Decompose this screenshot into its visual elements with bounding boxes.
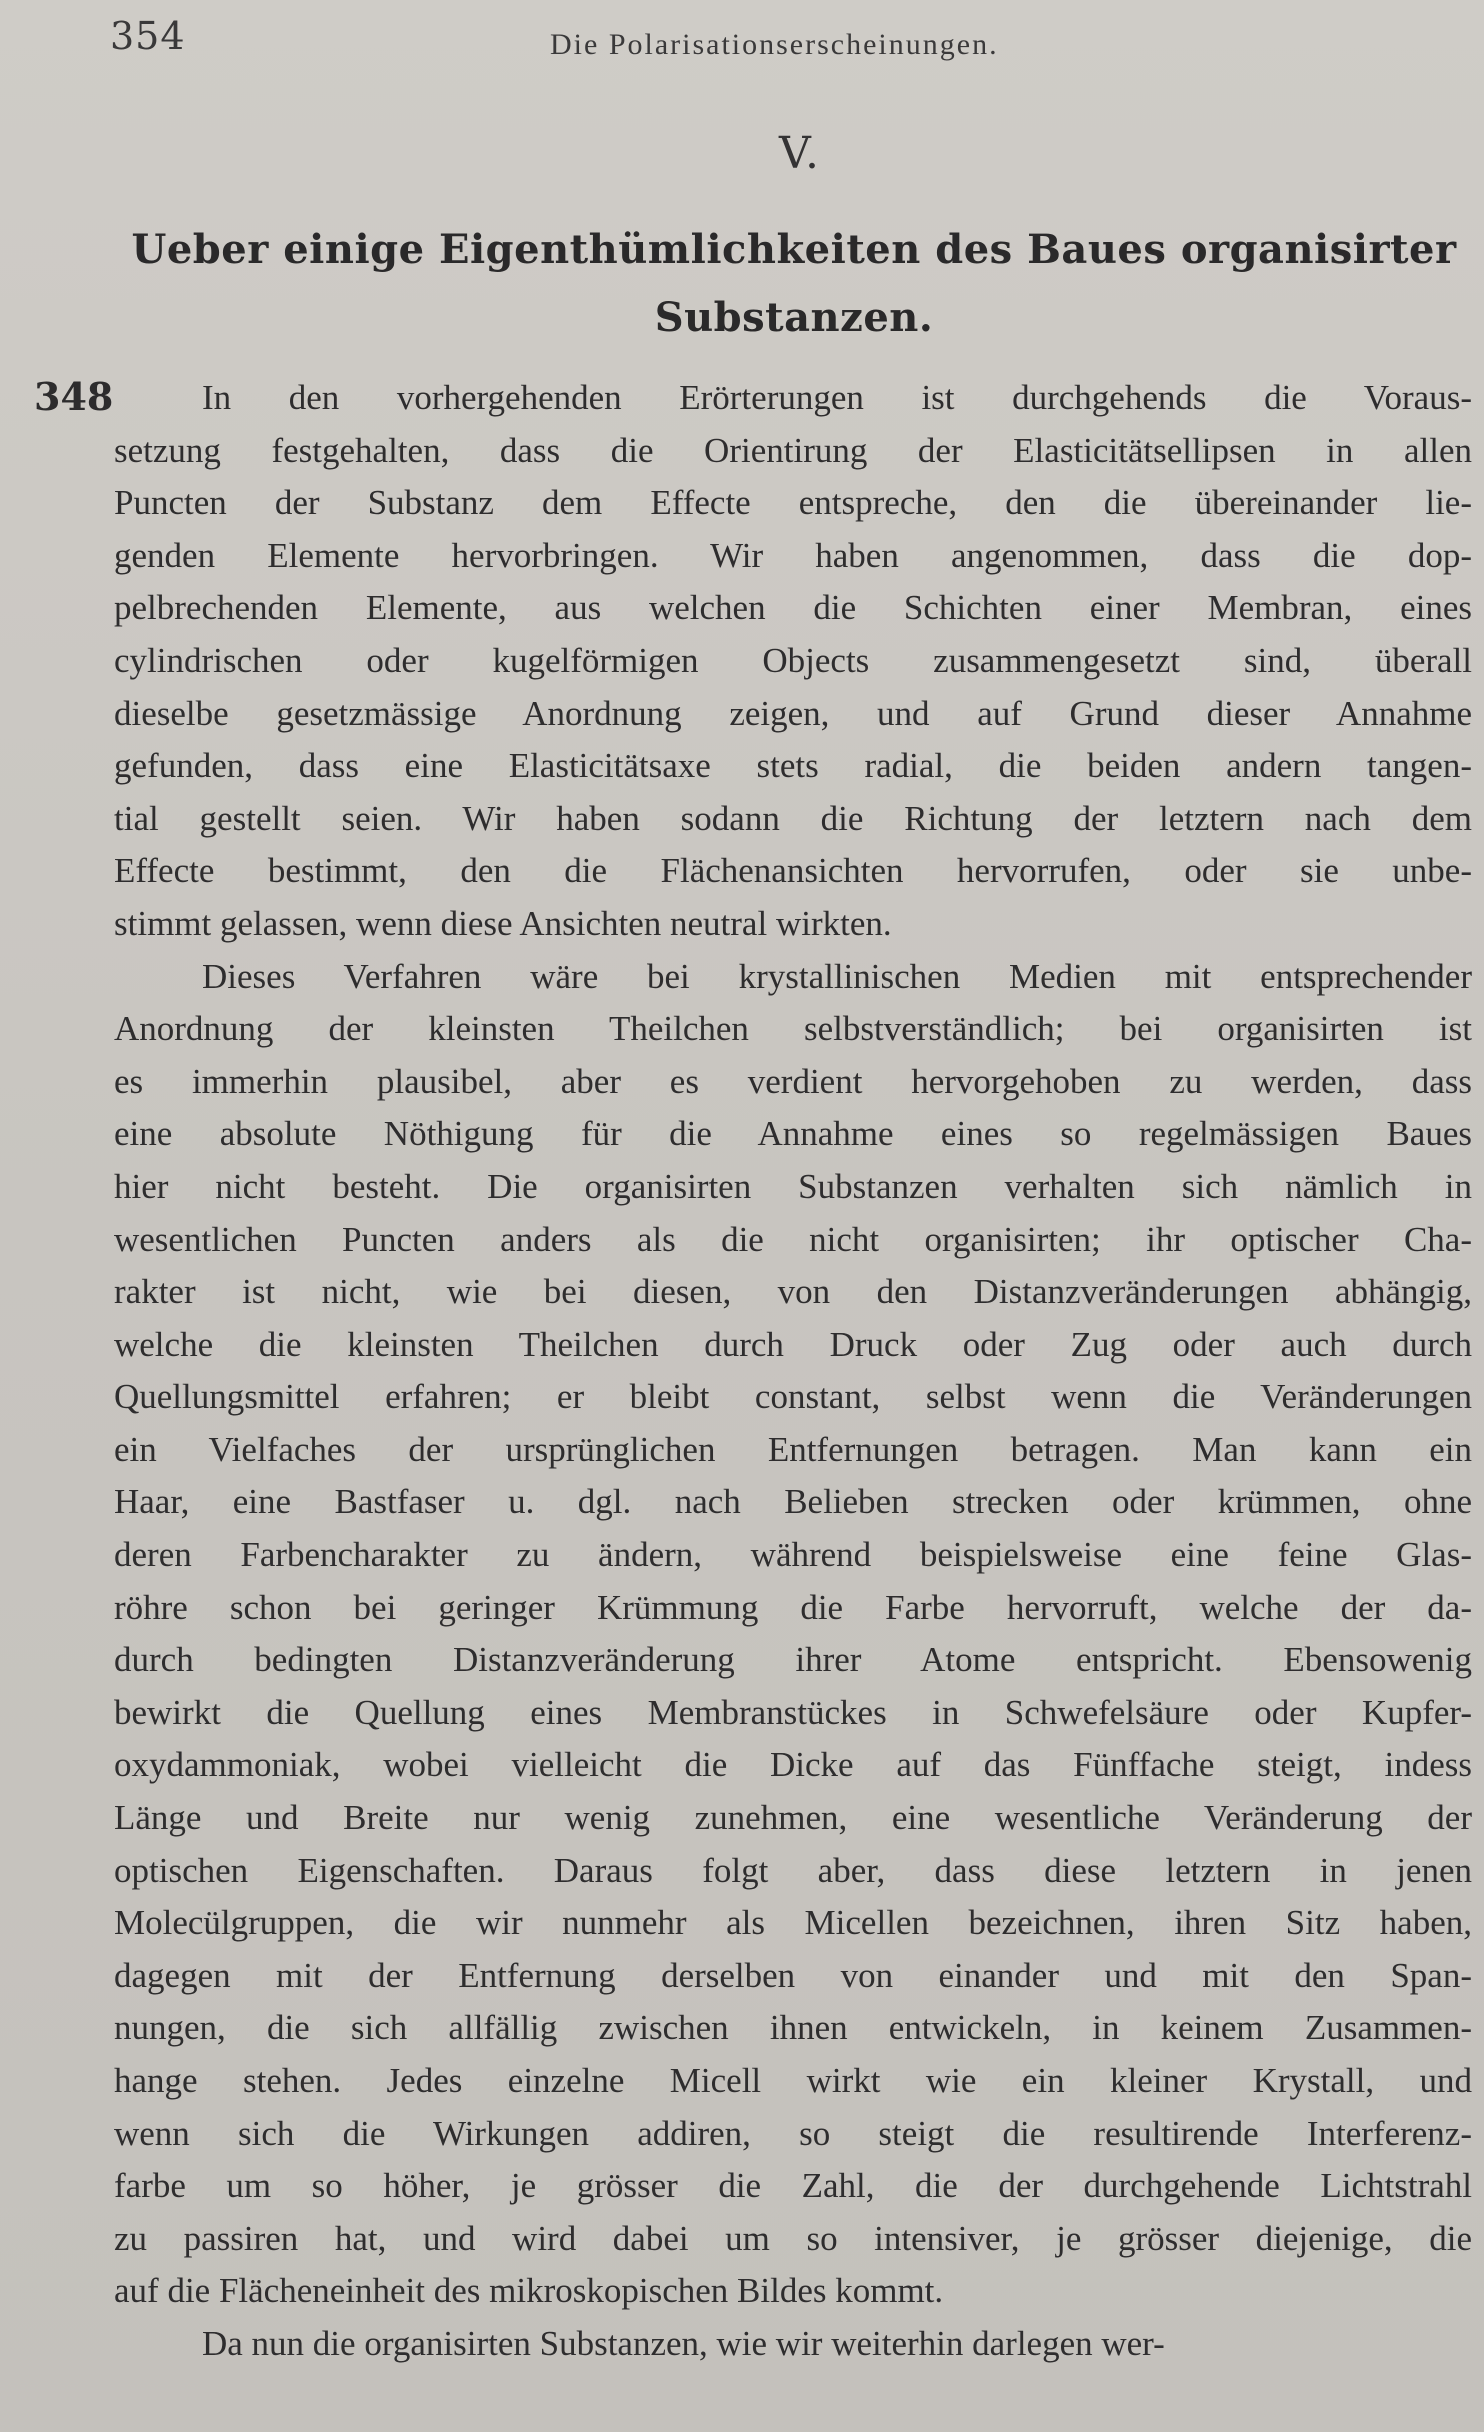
page-number: 354 [110, 14, 186, 58]
text-line: cylindrischen oder kugelförmigen Objects zusammengesetzt sind, überall [114, 640, 1472, 680]
text-line: Effecte bestimmt, den die Flächenansichten hervorrufen, oder sie unbe- [114, 851, 1472, 891]
text-line: Da nun die organisirten Substanzen, wie wir weiterhin darlegen wer- [202, 2323, 1165, 2363]
text-line: durch bedingten Distanzveränderung ihrer Atome entspricht. Ebensowenig [114, 1640, 1472, 1680]
text-line: eine absolute Nöthigung für die Annahme eines so regelmässigen Baues [114, 1114, 1472, 1154]
text-line: nungen, die sich allfällig zwischen ihnen entwickeln, in keinem Zusammen- [114, 2008, 1472, 2048]
text-line: Dieses Verfahren wäre bei krystallinischen Medien mit entsprechender [202, 956, 1472, 996]
running-head [110, 14, 1410, 64]
text-line: Anordnung der kleinsten Theilchen selbstverständlich; bei organisirten ist [114, 1009, 1472, 1049]
text-line: pelbrechenden Elemente, aus welchen die Schichten einer Membran, eines [114, 588, 1472, 628]
text-line: optischen Eigenschaften. Daraus folgt aber, dass diese letztern in jenen [114, 1850, 1472, 1890]
text-line: gefunden, dass eine Elasticitätsaxe stets radial, die beiden andern tangen- [114, 746, 1472, 786]
text-line: hier nicht besteht. Die organisirten Substanzen verhalten sich nämlich in [114, 1166, 1472, 1206]
text-line: röhre schon bei geringer Krümmung die Farbe hervorruft, welche der da- [114, 1587, 1472, 1627]
text-line: hange stehen. Jedes einzelne Micell wirkt wie ein kleiner Krystall, und [114, 2061, 1472, 2100]
chapter-title-line: Substanzen. [654, 294, 934, 341]
text-line: Quellungsmittel erfahren; er bleibt constant, selbst wenn die Veränderungen [114, 1377, 1472, 1417]
running-title: Die Polarisationserscheinungen. [550, 28, 999, 61]
text-line: Länge und Breite nur wenig zunehmen, eine wesentliche Veränderung der [114, 1798, 1472, 1838]
margin-paragraph-number: 348 [34, 374, 114, 419]
text-line: ein Vielfaches der ursprünglichen Entfernungen betragen. Man kann ein [114, 1429, 1472, 1469]
text-line: tial gestellt seien. Wir haben sodann die Richtung der letztern nach dem [114, 798, 1472, 838]
text-line: deren Farbencharakter zu ändern, während beispielsweise eine feine Glas- [114, 1535, 1472, 1575]
text-line: welche die kleinsten Theilchen durch Druck oder Zug oder auch durch [114, 1324, 1472, 1364]
section-numeral: V. [778, 128, 822, 179]
text-line: Puncten der Substanz dem Effecte entspreche, den die übereinander lie- [114, 483, 1472, 523]
text-line: In den vorhergehenden Erörterungen ist durchgehends die Voraus- [202, 378, 1472, 417]
text-line: farbe um so höher, je grösser die Zahl, die der durchgehende Lichtstrahl [114, 2166, 1472, 2206]
text-line: setzung festgehalten, dass die Orientirung der Elasticitätsellipsen in allen [114, 430, 1472, 470]
text-line: dagegen mit der Entfernung derselben von einander und mit den Span- [114, 1955, 1472, 1995]
text-line: zu passiren hat, und wird dabei um so intensiver, je grösser diejenige, die [114, 2218, 1472, 2258]
text-line: rakter ist nicht, wie bei diesen, von den Distanzveränderungen abhängig, [114, 1272, 1472, 1312]
text-line: auf die Flächeneinheit des mikroskopischen Bildes kommt. [114, 2271, 944, 2311]
chapter-title [114, 216, 1474, 352]
text-line: Haar, eine Bastfaser u. dgl. nach Belieben strecken oder krümmen, ohne [114, 1482, 1472, 1522]
text-line: wenn sich die Wirkungen addiren, so steigt die resultirende Interferenz- [114, 2113, 1472, 2153]
text-line: Molecülgruppen, die wir nunmehr als Micellen bezeichnen, ihren Sitz haben, [114, 1903, 1472, 1943]
text-line: es immerhin plausibel, aber es verdient hervorgehoben zu werden, dass [114, 1061, 1472, 1101]
text-line: oxydammoniak, wobei vielleicht die Dicke auf das Fünffache steigt, indess [114, 1745, 1472, 1785]
chapter-title-line: Ueber einige Eigenthümlichkeiten des Baues organisirter [131, 226, 1457, 273]
text-line: bewirkt die Quellung eines Membranstückes in Schwefelsäure oder Kupfer- [114, 1692, 1472, 1732]
text-line: stimmt gelassen, wenn diese Ansichten neutral wirkten. [114, 903, 892, 943]
body-text [114, 372, 1472, 2371]
text-line: wesentlichen Puncten anders als die nicht organisirten; ihr optischer Cha- [114, 1219, 1472, 1259]
text-line: genden Elemente hervorbringen. Wir haben angenommen, dass die dop- [114, 535, 1472, 575]
text-line: dieselbe gesetzmässige Anordnung zeigen, und auf Grund dieser Annahme [114, 693, 1472, 733]
